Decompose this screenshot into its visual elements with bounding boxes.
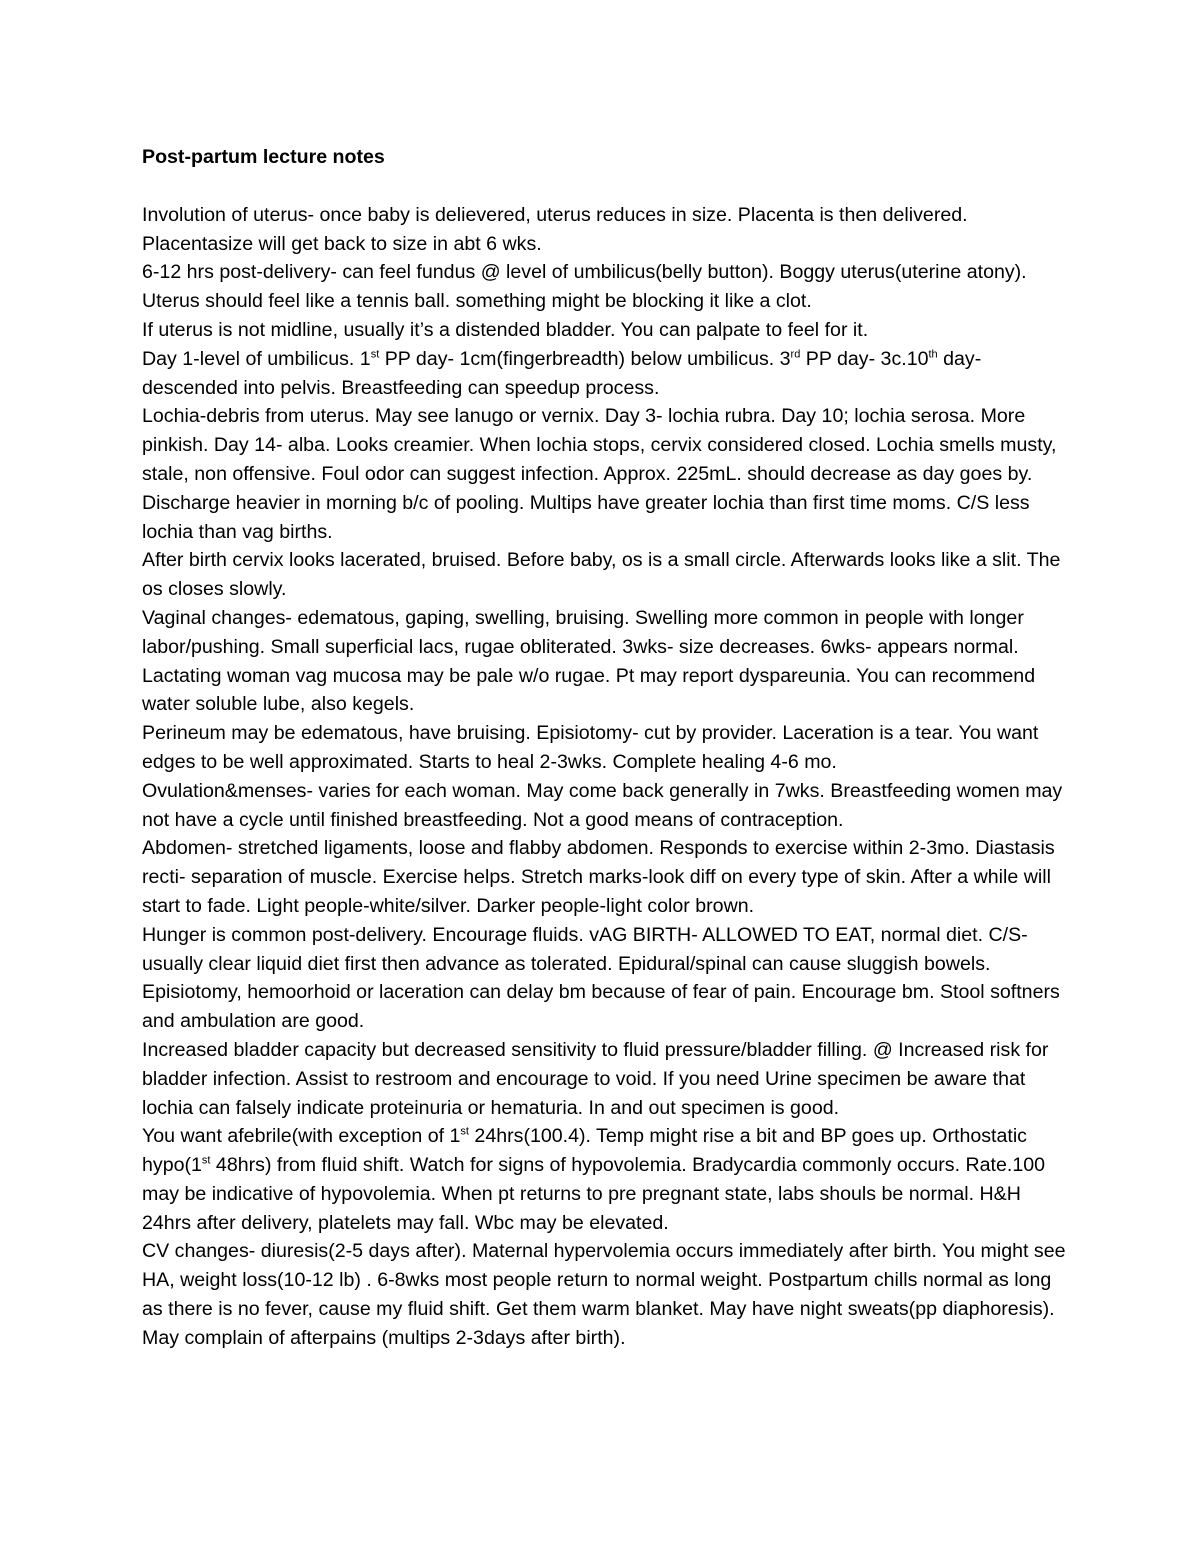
superscript: rd: [790, 348, 801, 361]
superscript: th: [928, 348, 938, 361]
text-run: PP day- 1cm(fingerbreadth) below umbilicus. 3: [379, 347, 791, 370]
paragraph-midline: If uterus is not midline, usually it’s a distended bladder. You can palpate to feel for it.: [142, 318, 869, 341]
text-run: PP day- 3c.10: [800, 347, 929, 370]
superscript: st: [460, 1125, 469, 1138]
paragraph-lochia: Lochia-debris from uterus. May see lanugo or vernix. Day 3- lochia rubra. Day 10; lochia serosa. More pinkish. Day 14- alba. Looks creamier. When lochia stops, cervix considered closed. Lochia smells musty, stale, non offensive. Foul odor can suggest infection. Approx. 225mL. should decrease as day goes by. Discharge heavier in morning b/c of pooling. Multips have greater lochia than first time moms. C/S less lochia than vag births.: [142, 405, 1057, 543]
text-run: 24hrs(100.4). Temp might rise a bit and BP goes up. Orthostatic hypo(1: [142, 1125, 1027, 1177]
paragraph-cv-changes: CV changes- diuresis(2-5 days after). Maternal hypervolemia occurs immediately after birth. You might see HA, weight loss(10-12 lb) . 6-8wks most people return to normal weight. Postpartum chills normal as long as there is no fever, cause my fluid shift. Get them warm blanket. May have night sweats(pp diaphoresis). May complain of afterpains (multips 2-3days after birth).: [142, 1240, 1066, 1349]
paragraph-bladder: Increased bladder capacity but decreased sensitivity to fluid pressure/bladder filling. @ Increased risk for bladder infection. Assist to restroom and encourage to void. If you need Urine specimen be aware that lochia can falsely indicate proteinuria or hematuria. In and out specimen is good.: [142, 1038, 1049, 1119]
paragraph-involution: Involution of uterus- once baby is delievered, uterus reduces in size. Placenta is then delivered. Placentasize will get back to size in abt 6 wks.: [142, 203, 968, 255]
paragraph-cervix: After birth cervix looks lacerated, bruised. Before baby, os is a small circle. Afterwards looks like a slit. The os closes slowly.: [142, 549, 1061, 601]
page-title: Post-partum lecture notes: [142, 146, 385, 168]
paragraph-abdomen: Abdomen- stretched ligaments, loose and flabby abdomen. Responds to exercise within 2-3mo. Diastasis recti- separation of muscle. Exercise helps. Stretch marks-look diff on every type of skin. After a while will start to fade. Light people-white/silver. Darker people-light color brown.: [142, 837, 1055, 917]
lecture-notes: [142, 143, 1072, 1353]
paragraph-fundus: 6-12 hrs post-delivery- can feel fundus @ level of umbilicus(belly button). Boggy uterus(uterine atony). Uterus should feel like a tennis ball. something might be blocking it like a clot.: [142, 261, 1027, 313]
superscript: st: [370, 348, 380, 361]
superscript: st: [201, 1154, 211, 1167]
paragraph-day-levels: [142, 345, 1072, 403]
paragraph-perineum: Perineum may be edematous, have bruising. Episiotomy- cut by provider. Laceration is a tear. You want edges to be well approximated. Starts to heal 2-3wks. Complete healing 4-6 mo.: [142, 722, 1039, 773]
paragraph-ovulation: Ovulation&menses- varies for each woman. May come back generally in 7wks. Breastfeeding women may not have a cycle until finished breastfeeding. Not a good means of contraception.: [142, 779, 1063, 831]
paragraph-vaginal-changes: Vaginal changes- edematous, gaping, swelling, bruising. Swelling more common in people with longer labor/pushing. Small superficial lacs, rugae obliterated. 3wks- size decreases. 6wks- appears normal. Lactating woman vag mucosa may be pale w/o rugae. Pt may report dyspareunia. You can recommend water soluble lube, also kegels.: [142, 606, 1036, 716]
text-run: Day 1-level of umbilicus. 1: [142, 347, 371, 370]
paragraph-hunger: Hunger is common post-delivery. Encourage fluids. vAG BIRTH- ALLOWED TO EAT, normal diet. C/S- usually clear liquid diet first then advance as tolerated. Epidural/spinal can cause sluggish bowels. Episiotomy, hemoorhoid or laceration can delay bm because of fear of pain. Encourage bm. Stool softners and ambulation are good.: [142, 923, 1060, 1033]
text-run: day- descended into pelvis. Breastfeeding can speedup process.: [142, 347, 982, 399]
text-run: You want afebrile(with exception of 1: [142, 1125, 461, 1148]
paragraph-vitals: [142, 1122, 1072, 1237]
text-run: 48hrs) from fluid shift. Watch for signs of hypovolemia. Bradycardia commonly occurs. Rate.100 may be indicative of hypovolemia. When pt returns to pre pregnant state, labs shouls be normal. H&H 24hrs after delivery, platelets may fall. Wbc may be elevated.: [142, 1154, 1046, 1234]
